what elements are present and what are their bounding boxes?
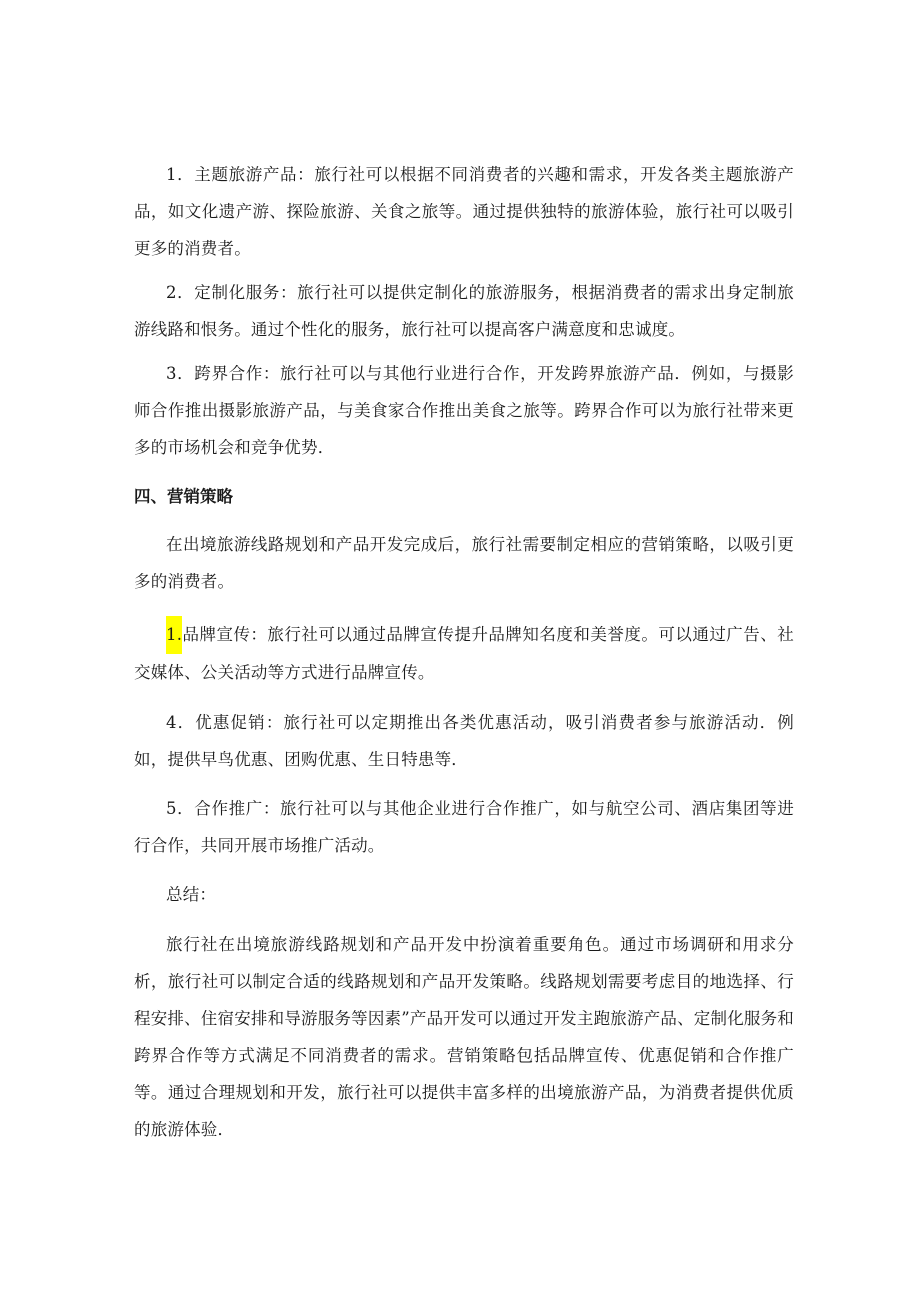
- paragraph-brand-promotion-text: 品牌宣传：旅行社可以通过品牌宣传提升品牌知名度和美誉度。可以通过广告、社交媒体、公关活动等方式进行品牌宣传。: [134, 625, 794, 682]
- section-heading-marketing: 四、营销策略: [134, 487, 233, 506]
- paragraph-marketing-intro: 在出境旅游线路规划和产品开发完成后，旅行社需要制定相应的营销策略，以吸引更多的消费者。: [134, 535, 794, 591]
- paragraph-crossover-cooperation: 3．跨界合作：旅行社可以与其他行业进行合作，开发跨界旅游产品．例如，与摄影师合作推出摄影旅游产品，与美食家合作推出美食之旅等。跨界合作可以为旅行社带来更多的市场机会和竞争优势．: [134, 364, 794, 457]
- paragraph-summary: 旅行社在出境旅游线路规划和产品开发中扮演着重要角色。通过市场调研和用求分析，旅行社可以制定合适的线路规划和产品开发策略。线路规划需要考虑目的地选择、行程安排、住宿安排和导游服务等因素”产品开发可以通过开发主跑旅游产品、定制化服务和跨界合作等方式满足不同消费者的需求。营销策略包括品牌宣传、优惠促销和合作推广等。通过合理规划和开发，旅行社可以提供丰富多样的出境旅游产品，为消费者提供优质的旅游体验．: [134, 935, 794, 1139]
- highlight-marker: 1.: [166, 616, 182, 654]
- paragraph-theme-products: 1．主题旅游产品：旅行社可以根据不同消费者的兴趣和需求，开发各类主题旅游产品，如文化遗产游、探险旅游、关食之旅等。通过提供独特的旅游体验，旅行社可以吸引更多的消费者。: [134, 165, 794, 258]
- paragraph-cooperative-promotion: 5．合作推广：旅行社可以与其他企业进行合作推广，如与航空公司、酒店集团等进行合作，共同开展市场推广活动。: [134, 799, 794, 855]
- paragraph-brand-promotion: [134, 616, 794, 691]
- paragraph-discount-promotion: 4．优惠促销：旅行社可以定期推出各类优惠活动，吸引消费者参与旅游活动．例如，提供早鸟优惠、团购优惠、生日特患等．: [134, 713, 794, 769]
- summary-title: 总结：: [166, 885, 217, 904]
- paragraph-custom-service: 2．定制化服务：旅行社可以提供定制化的旅游服务，根据消费者的需求出身定制旅游线路和恨务。通过个性化的服务，旅行社可以提高客户满意度和忠诚度。: [134, 283, 794, 339]
